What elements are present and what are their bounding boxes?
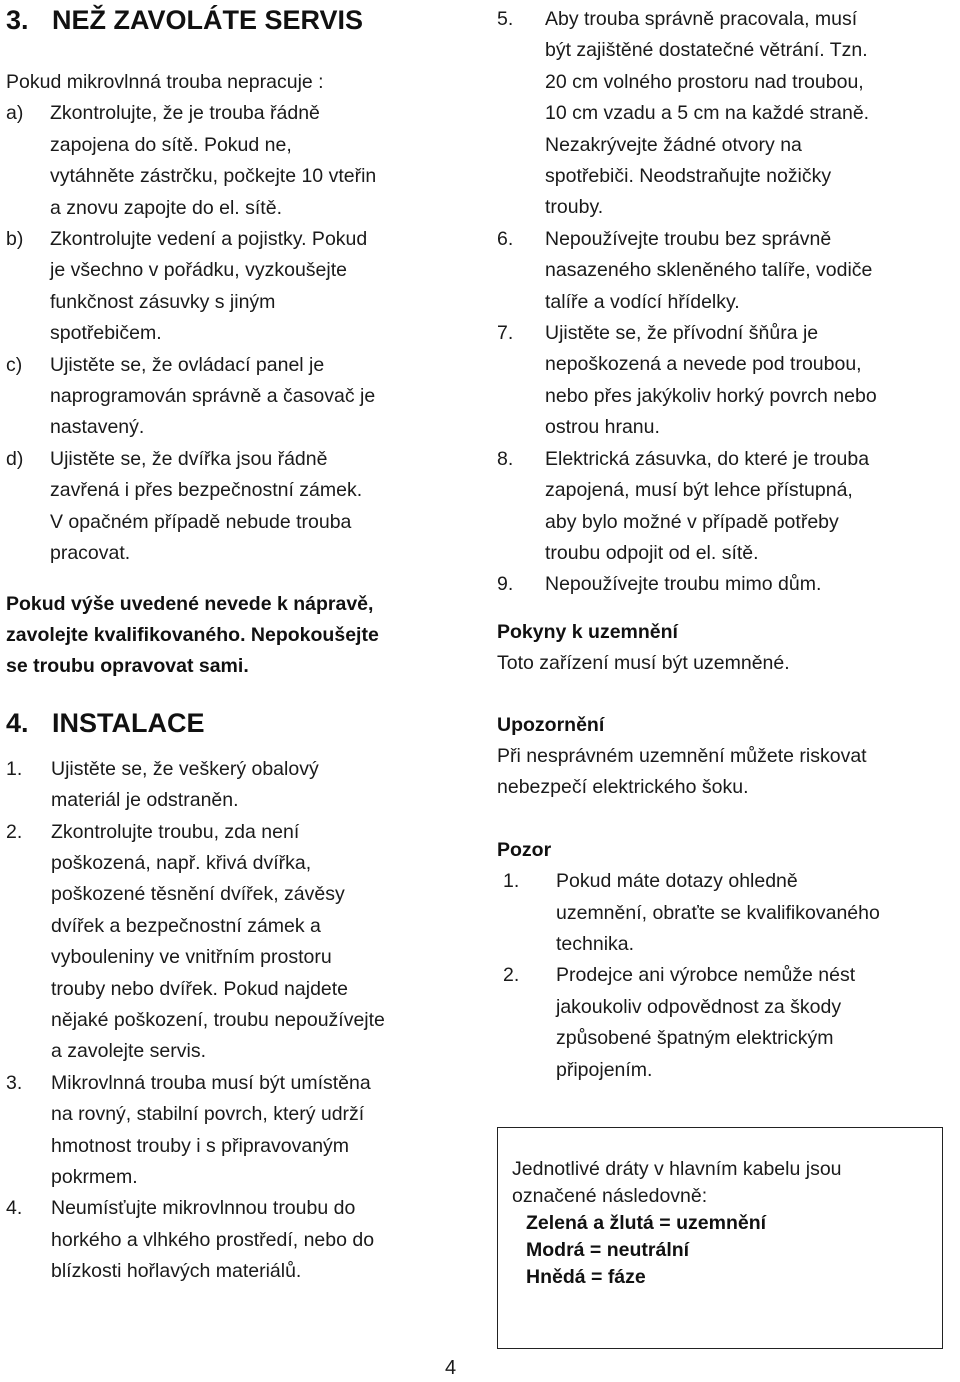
right-column [497,4,959,1086]
install-step-3: 3. Mikrovlnná trouba musí být umístěna na rovný, stabilní povrch, který udrží hmotnost trouby i s připravovaným pokrmem. [6,1071,371,1188]
note-item-2: 2. Prodejce ani výrobce nemůže nést jakoukoliv odpovědnost za škody způsobené špatným elektrickým připojením. [503,964,856,1081]
intro-text: Pokud mikrovlnná trouba nepracuje : [6,71,324,93]
page-number: 4 [445,1357,457,1379]
left-column [6,0,476,1288]
install-step-5: 5. Aby trouba správně pracovala, musí být zajištěné dostatečné větrání. Tzn. 20 cm volného prostoru nad troubou, 10 cm vzadu a 5 cm na každé straně. Nezakrývejte žádné otvory na spotřebiči. Neodstraňujte nožičky trouby. [497,8,870,219]
caution-heading: Upozornění [497,713,605,736]
grounding-heading: Pokyny k uzemnění [497,620,678,643]
check-item-b: b) Zkontrolujte vedení a pojistky. Pokud je všechno v pořádku, vyzkoušejte funkčnost zásuvky s jiným spotřebičem. [6,228,368,345]
grounding-text: Toto zařízení musí být uzemněné. [497,652,790,675]
section-4-heading: 4. INSTALACE [6,707,205,738]
install-step-6: 6. Nepoužívejte troubu bez správně nasazeného skleněného talíře, vodiče talíře a vodící hřídelky. [497,227,873,313]
note-heading: Pozor [497,838,552,861]
check-item-d: d) Ujistěte se, že dvířka jsou řádně zavřená i přes bezpečnostní zámek. V opačném případě nebude trouba pracovat. [6,447,363,565]
note-section [497,835,959,1086]
wire-phase: Hnědá = fáze [526,1266,646,1288]
caution-section: Upozornění Při nesprávném uzemnění můžete riskovat nebezpečí elektrického šoku. [497,710,959,804]
check-item-a: a) Zkontrolujte, že je trouba řádně zapojena do sítě. Pokud ne, vytáhněte zástrčku, počkejte 10 vteřin a znovu zapojte do el. sítě. [6,102,377,219]
install-step-4: 4. Neumísťujte mikrovlnnou troubu do horkého a vlhkého prostředí, nebo do blízkosti hořlavých materiálů. [6,1197,375,1283]
grounding-section [497,617,959,680]
install-step-2: 2. Zkontrolujte troubu, zda není poškozená, např. křivá dvířka, poškozené těsnění dvířek, závěsy dvířek a bezpečnostní zámek a vybouleniny ve vnitřním prostoru trouby nebo dvířek. Pokud najdete nějaké poškození, troubu nepoužívejte a zavolejte servis. [6,820,385,1063]
service-warning: Pokud výše uvedené nevede k nápravě, zavolejte kvalifikovaného. Nepokoušejte se troubu opravovat sami. [6,592,379,678]
install-steps [6,754,476,1288]
install-step-7: 7. Ujistěte se, že přívodní šňůra je nepoškozená a nevede pod troubou, nebo přes jakýkoliv horký povrch nebo ostrou hranu. [497,322,877,439]
wiring-info-box: Jednotlivé dráty v hlavním kabelu jsou označené následovně: Zelená a žlutá = uzemnění Modrá = neutrální Hnědá = fáze [497,1127,943,1349]
install-step-1: 1. Ujistěte se, že veškerý obalový materiál je odstraněn. [6,757,319,812]
checks-list [6,98,476,569]
install-steps-continued [497,4,959,601]
check-item-c: c) Ujistěte se, že ovládací panel je naprogramován správně a časovač je nastavený. [6,353,376,439]
install-step-8: 8. Elektrická zásuvka, do které je trouba zapojená, musí být lehce přístupná, aby bylo možné v případě potřeby troubu odpojit od el. sítě. [497,447,870,564]
section-3-heading: 3. NEŽ ZAVOLÁTE SERVIS [6,5,364,35]
install-step-9: 9. Nepoužívejte troubu mimo dům. [497,573,822,596]
wire-ground: Zelená a žlutá = uzemnění [526,1212,767,1234]
note-item-1: 1. Pokud máte dotazy ohledně uzemnění, obraťte se kvalifikovaného technika. [503,870,880,955]
wire-neutral: Modrá = neutrální [526,1239,690,1261]
